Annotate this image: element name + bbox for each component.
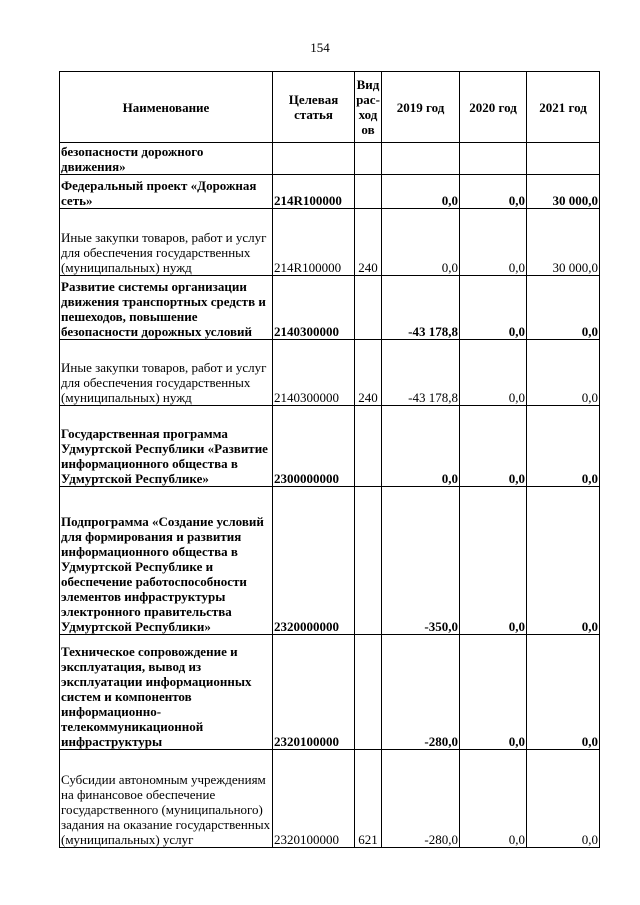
row-type: 621 [355,750,382,848]
row-2021: 0,0 [527,487,600,635]
row-2019: -280,0 [382,635,460,750]
row-type [355,406,382,487]
row-code: 2320000000 [273,487,355,635]
row-type [355,487,382,635]
row-2020 [460,143,527,175]
row-2020: 0,0 [460,340,527,406]
row-type [355,276,382,340]
row-2020: 0,0 [460,487,527,635]
row-2020: 0,0 [460,175,527,209]
row-code: 214R100000 [273,209,355,276]
row-2019: -43 178,8 [382,276,460,340]
row-code [273,143,355,175]
row-2019: -280,0 [382,750,460,848]
row-2019: 0,0 [382,209,460,276]
row-code: 2140300000 [273,340,355,406]
table-row [60,340,600,406]
page-number: 154 [310,40,330,55]
row-2020: 0,0 [460,276,527,340]
row-2019: 0,0 [382,175,460,209]
table-row [60,635,600,750]
row-name: Подпрограмма «Создание условий для формирования и развития информационного общества в Удмуртской Республике и обеспечение работоспособности элементов инфраструктуры электронного правительства Удмуртской Республики» [60,487,273,635]
budget-table [59,71,600,848]
row-2021 [527,143,600,175]
row-2020: 0,0 [460,750,527,848]
row-2021: 0,0 [527,406,600,487]
row-2019: -43 178,8 [382,340,460,406]
table-row [60,406,600,487]
row-2021: 30 000,0 [527,175,600,209]
table-row [60,143,600,175]
row-2019: 0,0 [382,406,460,487]
table-row [60,209,600,276]
row-type [355,175,382,209]
row-code: 2300000000 [273,406,355,487]
row-type [355,143,382,175]
row-name: Развитие системы организации движения транспортных средств и пешеходов, повышение безопасности дорожных условий [60,276,273,340]
header-name: Наименование [60,72,273,143]
header-2021: 2021 год [527,72,600,143]
row-name: Техническое сопровождение и эксплуатация, вывод из эксплуатации информационных систем и компонентов информационно-телекоммуникационной инфраструктуры [60,635,273,750]
row-2021: 0,0 [527,276,600,340]
row-2019 [382,143,460,175]
header-type: Вид рас-ходов [355,72,382,143]
header-code: Целевая статья [273,72,355,143]
header-2019: 2019 год [382,72,460,143]
row-type: 240 [355,209,382,276]
row-code: 2320100000 [273,635,355,750]
row-name: Иные закупки товаров, работ и услуг для обеспечения государственных (муниципальных) нужд [60,340,273,406]
row-name: Субсидии автономным учреждениям на финансовое обеспечение государственного (муниципального) задания на оказание государственных (муниципальных) услуг [60,750,273,848]
table-row [60,487,600,635]
table-header-row [60,72,600,143]
table-row [60,175,600,209]
table-row [60,750,600,848]
row-name: Государственная программа Удмуртской Республики «Развитие информационного общества в Удмуртской Республике» [60,406,273,487]
row-2021: 0,0 [527,635,600,750]
row-2020: 0,0 [460,209,527,276]
row-name: Иные закупки товаров, работ и услуг для обеспечения государственных (муниципальных) нужд [60,209,273,276]
row-code: 214R100000 [273,175,355,209]
row-2021: 30 000,0 [527,209,600,276]
row-2019: -350,0 [382,487,460,635]
row-2020: 0,0 [460,635,527,750]
row-2021: 0,0 [527,750,600,848]
row-2020: 0,0 [460,406,527,487]
row-code: 2320100000 [273,750,355,848]
row-type: 240 [355,340,382,406]
row-type [355,635,382,750]
row-name: Федеральный проект «Дорожная сеть» [60,175,273,209]
table-row [60,276,600,340]
row-2021: 0,0 [527,340,600,406]
header-2020: 2020 год [460,72,527,143]
row-code: 2140300000 [273,276,355,340]
row-name: безопасности дорожного движения» [60,143,273,175]
